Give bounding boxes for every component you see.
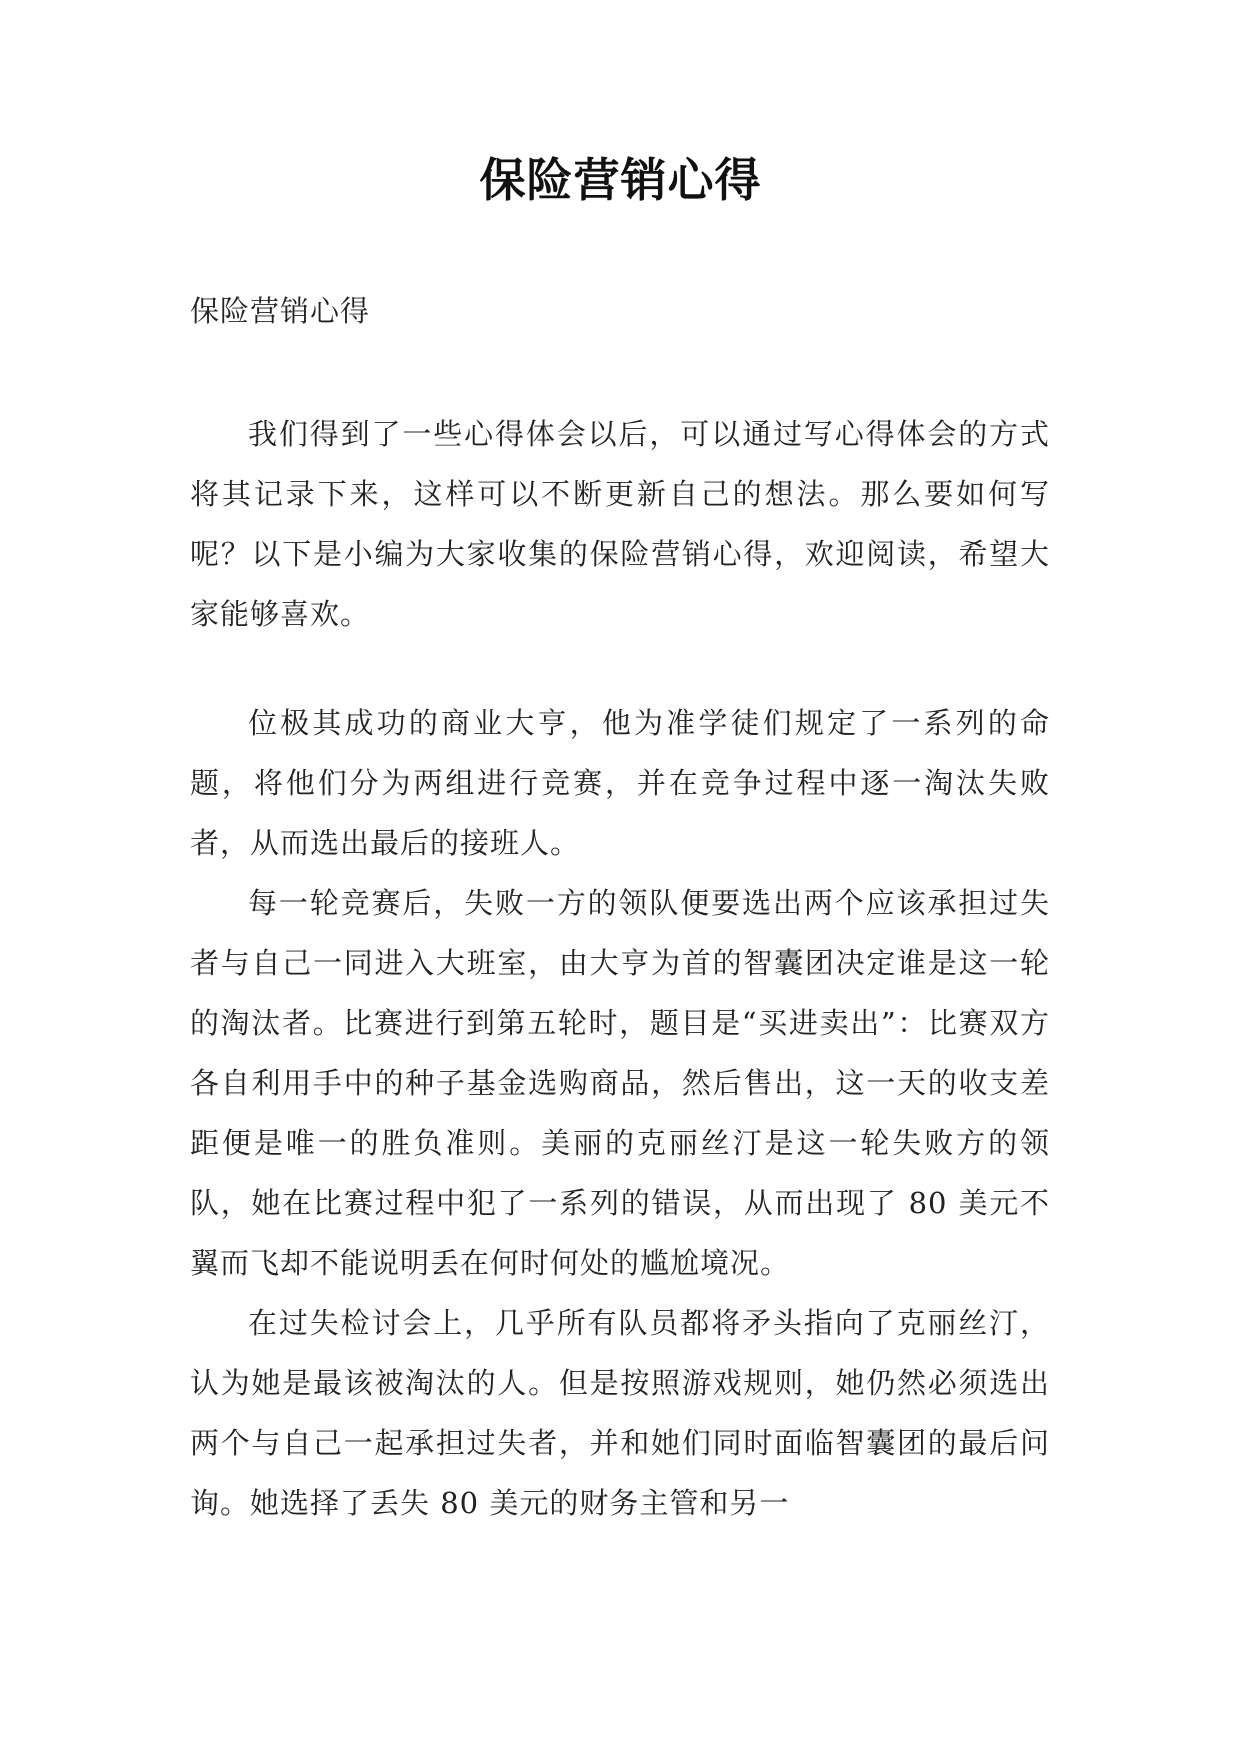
intro-paragraph: 我们得到了一些心得体会以后，可以通过写心得体会的方式将其记录下来，这样可以不断更新自己的想法。那么要如何写呢？以下是小编为大家收集的保险营销心得，欢迎阅读，希望大家能够喜欢。 bbox=[190, 417, 1050, 631]
document-title: 保险营销心得 bbox=[479, 153, 762, 207]
document-subtitle: 保险营销心得 bbox=[190, 294, 371, 328]
body-paragraph: 位极其成功的商业大亨，他为准学徒们规定了一系列的命题，将他们分为两组进行竞赛，并在竞争过程中逐一淘汰失败者，从而选出最后的接班人。 bbox=[190, 706, 1050, 860]
body-section bbox=[190, 693, 1050, 1533]
body-paragraph: 每一轮竞赛后，失败一方的领队便要选出两个应该承担过失者与自己一同进入大班室，由大亨为首的智囊团决定谁是这一轮的淘汰者。比赛进行到第五轮时，题目是“买进卖出”：比赛双方各自利用手中的种子基金选购商品，然后售出，这一天的收支差距便是唯一的胜负准则。美丽的克丽丝汀是这一轮失败方的领队，她在比赛过程中犯了一系列的错误，从而出现了 80 美元不翼而飞却不能说明丢在何时何处的尴尬境况。 bbox=[190, 886, 1050, 1280]
intro-section bbox=[190, 404, 1050, 644]
body-paragraph: 在过失检讨会上，几乎所有队员都将矛头指向了克丽丝汀，认为她是最该被淘汰的人。但是按照游戏规则，她仍然必须选出两个与自己一起承担过失者，并和她们同时面临智囊团的最后问询。她选择了丢失 80 美元的财务主管和另一 bbox=[190, 1306, 1050, 1520]
